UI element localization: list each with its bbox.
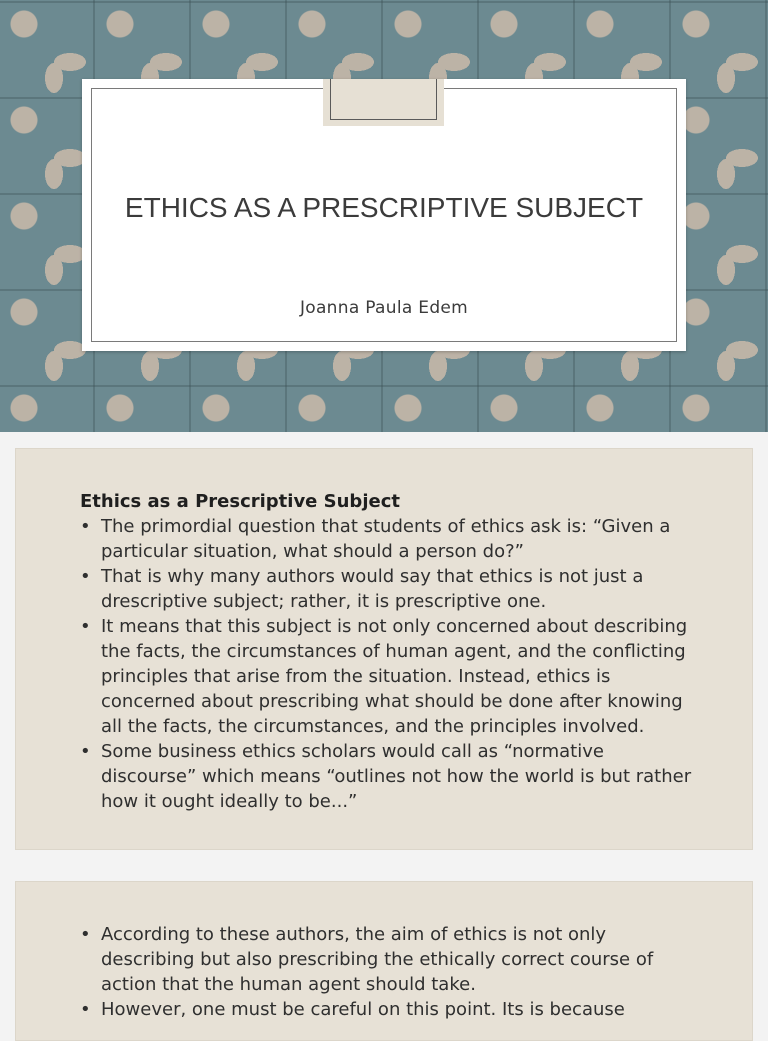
- bullet-item: • However, one must be careful on this point. Its is because: [80, 997, 692, 1022]
- title-tab-inner-frame: [330, 79, 437, 120]
- slide-author: Joanna Paula Edem: [299, 298, 469, 318]
- bullet-item: • According to these authors, the aim of ethics is not only describing but also prescribing the ethically correct course of action that the human agent should take.: [80, 922, 692, 997]
- title-card: [82, 79, 686, 351]
- title-tab-decoration: [323, 79, 444, 126]
- slide-2-body: [80, 489, 692, 814]
- slide-2-heading: Ethics as a Prescriptive Subject: [80, 491, 400, 512]
- slide-2-bullet-list: [80, 514, 692, 814]
- content-slide-3: [15, 881, 753, 1041]
- content-slide-2: [15, 448, 753, 850]
- bullet-item: • The primordial question that students of ethics ask is: “Given a particular situation, what should a person do?”: [80, 514, 692, 564]
- bullet-item: • It means that this subject is not only concerned about describing the facts, the circumstances of human agent, and the conflicting principles that arise from the situation. Instead, ethics is concerned about prescribing what should be done after knowing all the facts, the circumstances, and the principles involved.: [80, 614, 692, 739]
- slide-title: ETHICS AS A PRESCRIPTIVE SUBJECT: [124, 192, 644, 223]
- bullet-item: • That is why many authors would say that ethics is not just a drescriptive subject; rather, it is prescriptive one.: [80, 564, 692, 614]
- slide-3-bullet-list: [80, 922, 692, 1022]
- slide-3-body: [80, 922, 692, 1022]
- bullet-item: • Some business ethics scholars would call as “normative discourse” which means “outlines not how the world is but rather how it ought ideally to be...”: [80, 739, 692, 814]
- title-slide: [0, 0, 768, 432]
